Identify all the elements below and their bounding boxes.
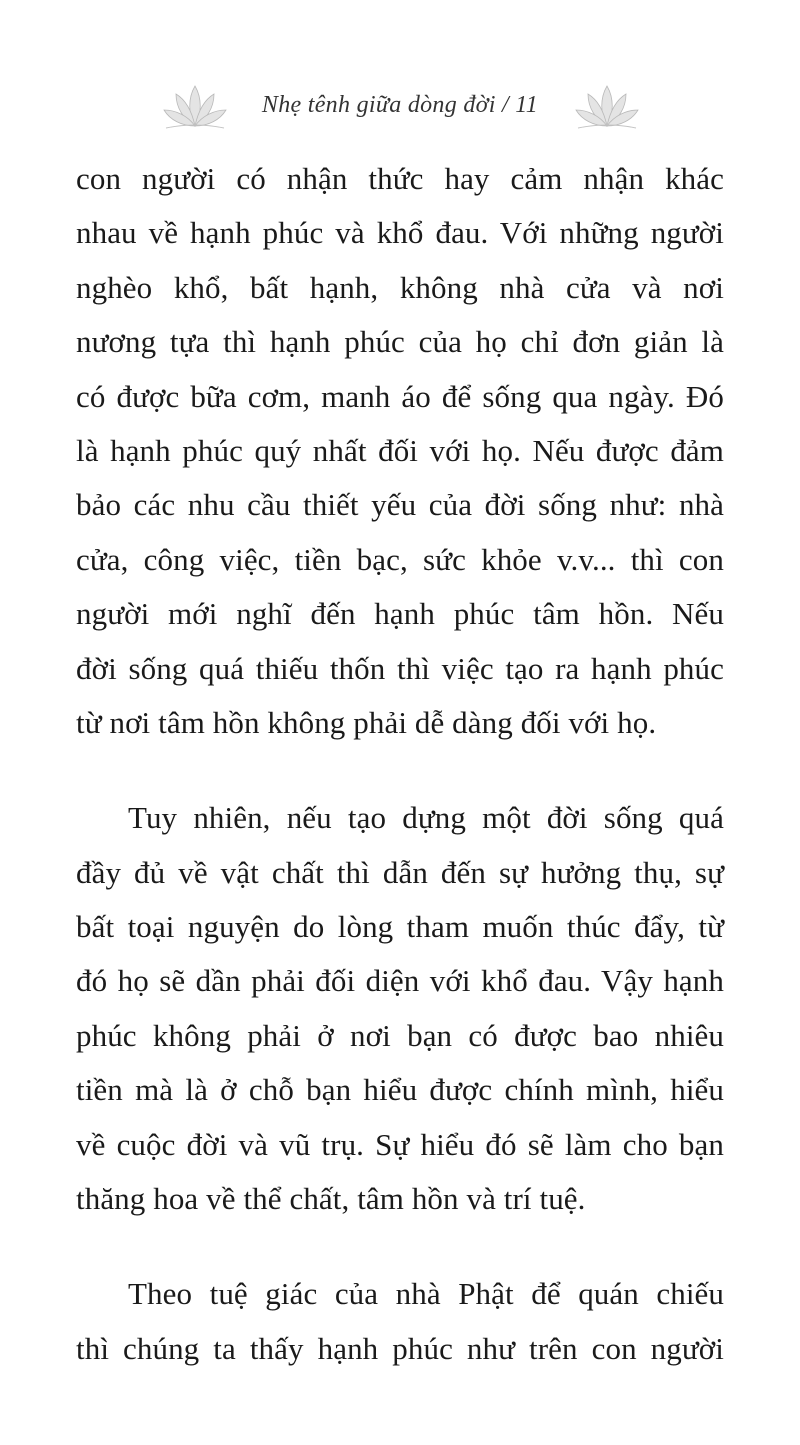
paragraph-1 (76, 152, 724, 750)
text-line: về cuộc đời và vũ trụ. Sự hiểu đó sẽ làm cho bạn (76, 1126, 724, 1162)
text-line: nương tựa thì hạnh phúc của họ chỉ đơn giản là (76, 324, 724, 360)
paragraph-spacer (76, 1226, 724, 1267)
text-line: đó họ sẽ dần phải đối diện với khổ đau. Vậy hạnh (76, 963, 724, 999)
text-line: có được bữa cơm, manh áo để sống qua ngày. Đó (76, 378, 724, 414)
text-line: bảo các nhu cầu thiết yếu của đời sống như: nhà (76, 487, 724, 523)
text-line: bất toại nguyện do lòng tham muốn thúc đẩy, từ (76, 909, 724, 945)
text-line: đầy đủ về vật chất thì dẫn đến sự hưởng thụ, sự (76, 854, 724, 890)
lotus-icon (572, 82, 642, 132)
paragraph-2 (76, 791, 724, 1226)
text-line: là hạnh phúc quý nhất đối với họ. Nếu được đảm (76, 432, 724, 468)
text-line: thì chúng ta thấy hạnh phúc như trên con người (76, 1330, 724, 1366)
lotus-icon (160, 82, 230, 132)
text-line: Theo tuệ giác của nhà Phật để quán chiếu (128, 1276, 724, 1312)
text-line: Tuy nhiên, nếu tạo dựng một đời sống quá (128, 800, 724, 836)
text-line: đời sống quá thiếu thốn thì việc tạo ra hạnh phúc (76, 650, 724, 686)
text-line: người mới nghĩ đến hạnh phúc tâm hồn. Nếu (76, 596, 724, 632)
text-line: con người có nhận thức hay cảm nhận khác (76, 161, 724, 196)
paragraph-3 (76, 1267, 724, 1376)
text-line: thăng hoa về thể chất, tâm hồn và trí tuệ. (76, 1181, 586, 1217)
text-line: phúc không phải ở nơi bạn có được bao nhiêu (76, 1017, 724, 1053)
paragraph-spacer (76, 750, 724, 791)
body-text (76, 152, 724, 1376)
text-line: nhau về hạnh phúc và khổ đau. Với những người (76, 215, 724, 251)
running-header-title: Nhẹ tênh giữa dòng đời / 11 (261, 92, 539, 118)
text-line: cửa, công việc, tiền bạc, sức khỏe v.v... thì con (76, 541, 724, 577)
running-header (0, 82, 800, 138)
text-line: từ nơi tâm hồn không phải dễ dàng đối với họ. (76, 704, 657, 740)
text-line: tiền mà là ở chỗ bạn hiểu được chính mình, hiểu (76, 1072, 724, 1108)
text-line: nghèo khổ, bất hạnh, không nhà cửa và nơi (76, 269, 724, 305)
